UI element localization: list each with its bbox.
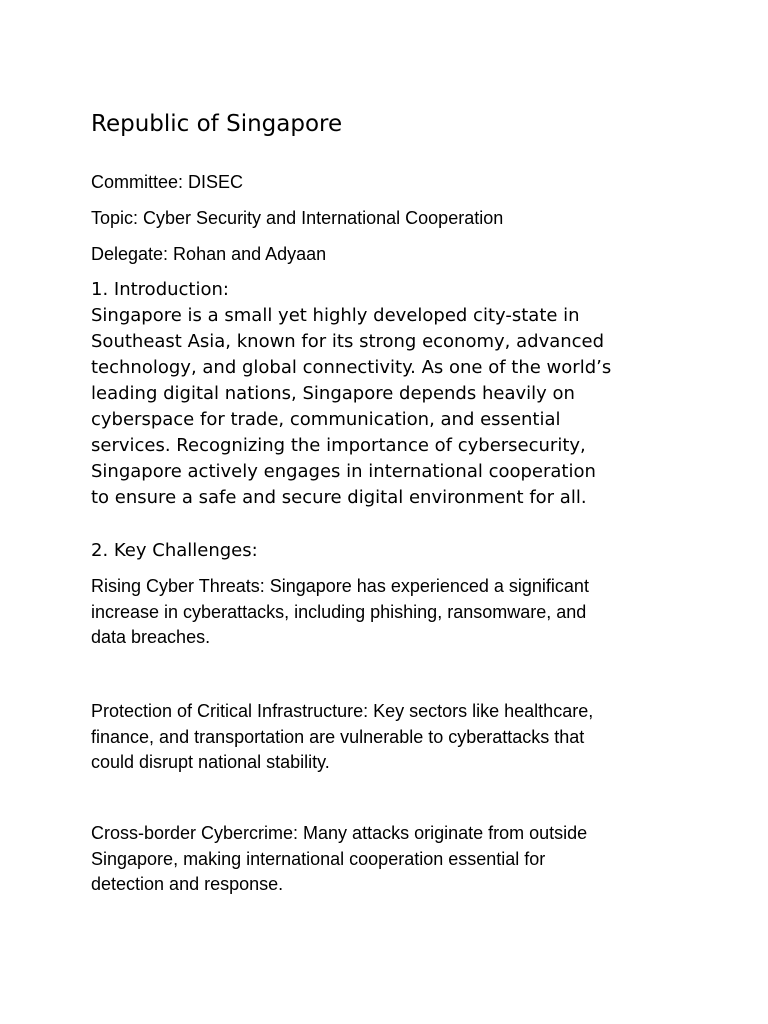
introduction-paragraph — [91, 303, 691, 511]
challenge-line: Protection of Critical Infrastructure: Key sectors like healthcare, — [91, 701, 594, 721]
introduction-line: Singapore is a small yet highly developed city-state in — [91, 305, 580, 326]
introduction-line: technology, and global connectivity. As one of the world’s — [91, 357, 612, 378]
committee-line: Committee: DISEC — [91, 172, 244, 192]
challenge-line: Cross-border Cybercrime: Many attacks originate from outside — [91, 823, 588, 843]
challenge-line: could disrupt national stability. — [91, 752, 330, 772]
document-title: Republic of Singapore — [91, 111, 343, 137]
introduction-heading: 1. Introduction: — [91, 279, 229, 300]
introduction-line: Singapore actively engages in international cooperation — [91, 461, 596, 482]
challenge-paragraph-critical-infrastructure — [91, 699, 691, 776]
delegate-line: Delegate: Rohan and Adyaan — [91, 244, 327, 264]
challenge-line: detection and response. — [91, 874, 284, 894]
challenge-paragraph-rising-cyber-threats — [91, 574, 691, 651]
challenge-line: Rising Cyber Threats: Singapore has experienced a significant — [91, 576, 589, 596]
challenge-paragraph-cross-border-cybercrime — [91, 821, 691, 898]
introduction-line: Southeast Asia, known for its strong economy, advanced — [91, 331, 605, 352]
introduction-line: cyberspace for trade, communication, and essential — [91, 409, 561, 430]
challenge-line: finance, and transportation are vulnerable to cyberattacks that — [91, 726, 585, 747]
challenge-line: data breaches. — [91, 627, 211, 647]
introduction-line: to ensure a safe and secure digital environment for all. — [91, 487, 587, 508]
challenge-line: Singapore, making international cooperation essential for — [91, 848, 546, 869]
topic-line: Topic: Cyber Security and International Cooperation — [91, 208, 504, 228]
introduction-line: services. Recognizing the importance of cybersecurity, — [91, 435, 586, 456]
key-challenges-heading: 2. Key Challenges: — [91, 540, 258, 561]
introduction-line: leading digital nations, Singapore depends heavily on — [91, 383, 575, 404]
challenge-line: increase in cyberattacks, including phishing, ransomware, and — [91, 601, 587, 622]
